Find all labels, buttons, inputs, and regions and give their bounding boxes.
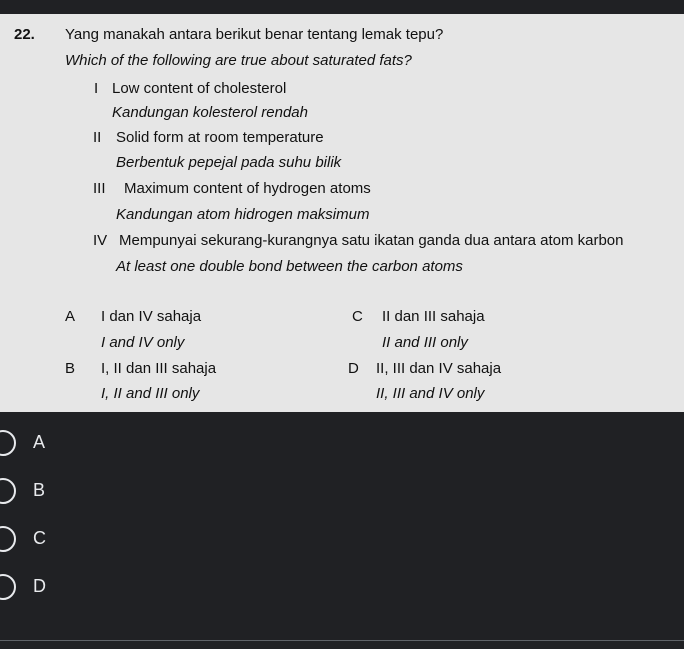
option-text-ms: I, II dan III sahaja (101, 360, 217, 377)
option-letter: C (352, 308, 363, 325)
option-letter: B (65, 360, 76, 377)
statement-text-ms: Mempunyai sekurang-kurangnya satu ikatan ganda dua antara atom karbon (119, 232, 624, 249)
statement-text-en: At least one double bond between the carbon atoms (116, 258, 463, 275)
question-text-ms: Yang manakah antara berikut benar tentang lemak tepu? (65, 26, 444, 43)
option-text-ms: II, III dan IV sahaja (376, 360, 502, 377)
top-strip (0, 0, 684, 14)
choice-d[interactable] (0, 572, 300, 606)
question-image (0, 14, 684, 412)
statement-numeral: I (94, 80, 99, 97)
radio-icon[interactable] (0, 430, 16, 456)
option-letter: D (348, 360, 359, 377)
divider (0, 640, 684, 641)
option-text-en: II, III and IV only (376, 385, 485, 402)
statement-numeral: IV (93, 232, 108, 249)
question-text-en: Which of the following are true about saturated fats? (65, 52, 412, 69)
statement-text-ms: Solid form at room temperature (116, 129, 324, 146)
choice-label: A (33, 432, 46, 452)
option-text-en: II and III only (382, 334, 468, 351)
statement-text-ms: Low content of cholesterol (112, 80, 287, 97)
statement-numeral: II (93, 129, 102, 146)
choice-c[interactable] (0, 524, 300, 558)
option-letter: A (65, 308, 76, 325)
statement-numeral: III (93, 180, 106, 197)
statement-text-en: Kandungan kolesterol rendah (112, 104, 308, 121)
choice-label: B (33, 480, 46, 500)
option-text-ms: I dan IV sahaja (101, 308, 202, 325)
question-number: 22. (14, 26, 35, 43)
choice-a[interactable] (0, 428, 300, 462)
statement-text-en: Kandungan atom hidrogen maksimum (116, 206, 370, 223)
radio-icon[interactable] (0, 574, 16, 600)
radio-icon[interactable] (0, 478, 16, 504)
choice-b[interactable] (0, 476, 300, 510)
statement-text-ms: Maximum content of hydrogen atoms (124, 180, 371, 197)
option-text-en: I, II and III only (101, 385, 200, 402)
statement-text-en: Berbentuk pepejal pada suhu bilik (116, 154, 342, 171)
option-text-en: I and IV only (101, 334, 185, 351)
option-text-ms: II dan III sahaja (382, 308, 485, 325)
choice-label: C (33, 528, 46, 548)
choice-label: D (33, 576, 46, 596)
radio-icon[interactable] (0, 526, 16, 552)
answer-choices (0, 412, 684, 640)
